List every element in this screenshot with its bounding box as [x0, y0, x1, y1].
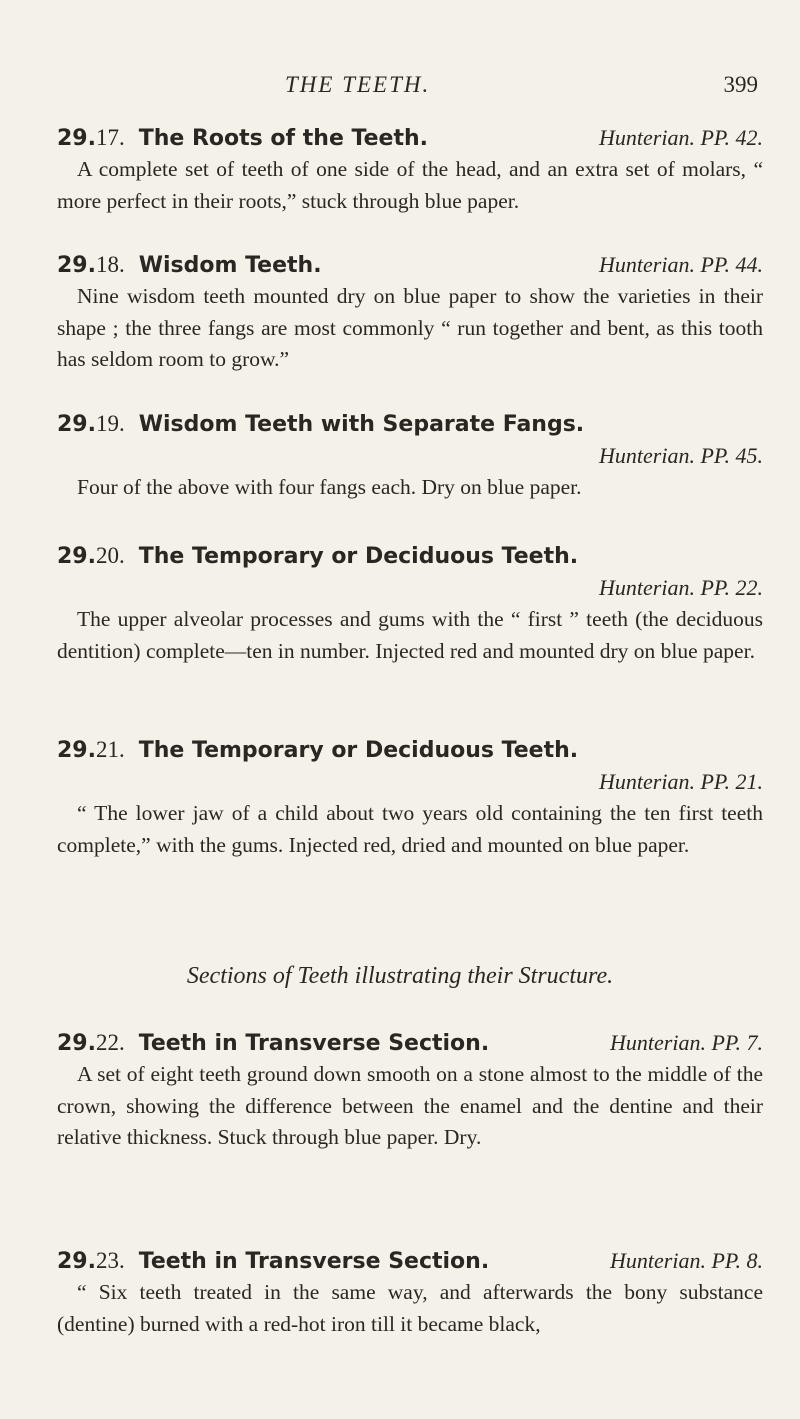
catalogue-entry: [57, 1245, 763, 1340]
entry-number: 29.: [57, 544, 96, 569]
catalogue-entry: [57, 540, 763, 667]
source-collection: Hunterian.: [599, 443, 695, 468]
catalogue-entry: [57, 122, 763, 217]
source-collection: Hunterian.: [599, 575, 695, 600]
entry-description: Four of the above with four fangs each. Dry on blue paper.: [77, 475, 582, 499]
source-collection: Hunterian.: [599, 252, 695, 277]
catalogue-entry: [57, 734, 763, 861]
entry-heading: [57, 122, 763, 154]
entry-description: “ The lower jaw of a child about two years old containing the ten first teeth complete,” with the gums. Injected red, dried and mounted on blue paper.: [57, 801, 763, 857]
running-head: [0, 72, 800, 104]
source-collection: Hunterian.: [599, 125, 695, 150]
entry-number: 29.: [57, 1249, 96, 1274]
entry-number: 29.: [57, 412, 96, 437]
entry-source: [599, 766, 763, 798]
page-number: 399: [723, 72, 758, 97]
entry-subnumber: 17.: [95, 125, 125, 150]
entry-source: [599, 249, 763, 281]
entry-heading: [57, 1027, 763, 1059]
source-collection: Hunterian.: [599, 769, 695, 794]
source-reference: PP. 22.: [700, 575, 763, 600]
entry-source: [599, 572, 763, 604]
entry-description: Nine wisdom teeth mounted dry on blue paper to show the varieties in their shape ; the three fangs are most commonly “ run together and bent, as this tooth has seldom room to grow.”: [57, 284, 763, 371]
entry-number: 29.: [57, 738, 96, 763]
entry-title: Teeth in Transverse Section.: [138, 1031, 490, 1056]
entry-number: 29.: [57, 126, 96, 151]
entry-subnumber: 23.: [95, 1248, 125, 1273]
entry-description: “ Six teeth treated in the same way, and afterwards the bony substance (dentine) burned with a red-hot iron till it became black,: [57, 1280, 763, 1336]
entry-heading: [57, 1245, 763, 1277]
catalogue-entry: [57, 1027, 763, 1154]
source-reference: PP. 21.: [700, 769, 763, 794]
entry-source: [610, 1027, 763, 1059]
entry-title: Wisdom Teeth with Separate Fangs.: [138, 412, 585, 437]
entry-subnumber: 21.: [95, 737, 125, 762]
entry-number: 29.: [57, 253, 96, 278]
entry-heading: [57, 249, 763, 281]
entry-title: The Roots of the Teeth.: [138, 126, 428, 151]
source-reference: PP. 42.: [700, 125, 763, 150]
source-reference: PP. 7.: [711, 1030, 763, 1055]
entry-source: [610, 1245, 763, 1277]
entry-subnumber: 18.: [95, 252, 125, 277]
entry-subnumber: 22.: [95, 1030, 125, 1055]
source-collection: Hunterian.: [610, 1030, 706, 1055]
source-reference: PP. 8.: [711, 1248, 763, 1273]
entry-heading: [57, 734, 763, 798]
entry-heading: [57, 408, 763, 472]
catalogue-entry: [57, 408, 763, 504]
entry-description: A complete set of teeth of one side of the head, and an extra set of molars, “ more perfect in their roots,” stuck through blue paper.: [57, 157, 763, 213]
entry-description: The upper alveolar processes and gums with the “ first ” teeth (the deciduous dentition) complete—ten in number. Injected red and mounted dry on blue paper.: [57, 607, 763, 663]
catalogue-entry: [57, 249, 763, 376]
entry-subnumber: 20.: [95, 543, 125, 568]
entry-title: The Temporary or Deciduous Teeth.: [138, 544, 579, 569]
section-heading: Sections of Teeth illustrating their Structure.: [186, 963, 614, 989]
entry-title: Wisdom Teeth.: [138, 253, 322, 278]
source-collection: Hunterian.: [610, 1248, 706, 1273]
entry-title: The Temporary or Deciduous Teeth.: [138, 738, 579, 763]
entry-subnumber: 19.: [95, 411, 125, 436]
source-reference: PP. 45.: [700, 443, 763, 468]
entry-heading: [57, 540, 763, 604]
entry-number: 29.: [57, 1031, 96, 1056]
running-title: THE TEETH.: [285, 72, 431, 97]
entry-source: [599, 440, 763, 472]
entry-description: A set of eight teeth ground down smooth on a stone almost to the middle of the crown, showing the difference between the enamel and the dentine and their relative thickness. Stuck through blue paper. Dry.: [57, 1062, 763, 1149]
source-reference: PP. 44.: [700, 252, 763, 277]
entry-source: [599, 122, 763, 154]
entry-title: Teeth in Transverse Section.: [138, 1249, 490, 1274]
